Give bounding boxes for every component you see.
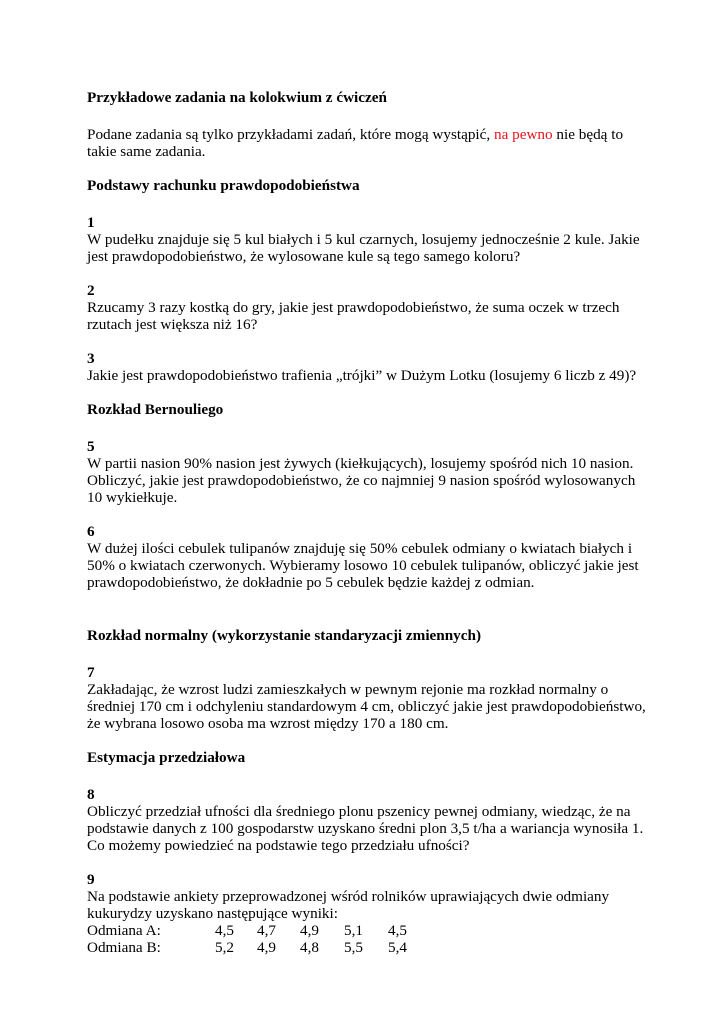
intro-text-after: nie będą to takie same zadania. [87, 126, 624, 160]
row-label: Odmiana B: [87, 939, 161, 956]
section-heading-probability: Podstawy rachunku prawdopodobieństwa [87, 177, 360, 194]
intro-text-before: Podane zadania są tylko przykładami zadań, które mogą wystąpić, [87, 126, 494, 143]
row-value: 4,9 [300, 922, 319, 939]
task-text: Rzucamy 3 razy kostką do gry, jakie jest prawdopodobieństwo, że suma oczek w trzech rzutach jest większa niż 16? [87, 299, 620, 333]
row-label: Odmiana A: [87, 922, 161, 939]
task-number: 2 [87, 282, 95, 299]
data-row-variety-a [87, 922, 647, 939]
section-heading-normal: Rozkład normalny (wykorzystanie standaryzacji zmiennych) [87, 627, 482, 644]
row-value: 4,5 [215, 922, 234, 939]
task-9 [87, 871, 647, 956]
task-number: 9 [87, 871, 95, 888]
task-5 [87, 438, 647, 506]
document-page [87, 89, 647, 956]
section-heading-estimation: Estymacja przedziałowa [87, 749, 246, 766]
row-value: 4,8 [300, 939, 319, 956]
data-row-variety-b [87, 939, 647, 956]
intro-highlight: na pewno [493, 126, 553, 143]
task-6 [87, 523, 647, 591]
row-value: 5,4 [388, 939, 407, 956]
task-1 [87, 214, 647, 265]
task-text: W dużej ilości cebulek tulipanów znajduję się 50% cebulek odmiany o kwiatach białych i 50% o kwiatach czerwonych. Wybieramy losowo 10 cebulek tulipanów, obliczyć jakie jest prawdopodobieństwo, że dokładnie po 5 cebulek będzie każdej z odmian. [87, 540, 639, 591]
task-text: W pudełku znajduje się 5 kul białych i 5 kul czarnych, losujemy jednocześnie 2 kule. Jakie jest prawdopodobieństwo, że wylosowane kule są tego samego koloru? [87, 231, 640, 265]
document-title: Przykładowe zadania na kolokwium z ćwiczeń [87, 89, 387, 106]
task-text: Zakładając, że wzrost ludzi zamieszkałych w pewnym rejonie ma rozkład normalny o średniej 170 cm i odchyleniu standardowym 4 cm, obliczyć jakie jest prawdopodobieństwo, że wybrana losowo osoba ma wzrost między 170 a 180 cm. [87, 681, 646, 732]
task-text: Jakie jest prawdopodobieństwo trafienia „trójki” w Dużym Lotku (losujemy 6 liczb z 49)? [87, 367, 637, 384]
task-2 [87, 282, 647, 333]
row-value: 5,1 [344, 922, 363, 939]
task-number: 3 [87, 350, 95, 367]
intro-paragraph [87, 126, 647, 160]
row-value: 5,5 [344, 939, 363, 956]
task-3 [87, 350, 647, 384]
row-value: 4,9 [257, 939, 276, 956]
section-heading-bernoulli: Rozkład Bernouliego [87, 401, 224, 418]
task-text: Obliczyć przedział ufności dla średniego plonu pszenicy pewnej odmiany, wiedząc, że na podstawie danych z 100 gospodarstw uzyskano średni plon 3,5 t/ha a wariancja wynosiła 1. Co możemy powiedzieć na podstawie tego przedziału ufności? [87, 803, 644, 854]
task-number: 1 [87, 214, 95, 231]
task-text: W partii nasion 90% nasion jest żywych (kiełkujących), losujemy spośród nich 10 nasion. Obliczyć, jakie jest prawdopodobieństwo, że co najmniej 9 nasion spośród wylosowanych 10 wykiełkuje. [87, 455, 636, 506]
row-value: 5,2 [215, 939, 234, 956]
task-number: 6 [87, 523, 95, 540]
task-8 [87, 786, 647, 854]
row-value: 4,5 [388, 922, 407, 939]
task-number: 8 [87, 786, 95, 803]
task-number: 5 [87, 438, 95, 455]
task-number: 7 [87, 664, 95, 681]
task-text: Na podstawie ankiety przeprowadzonej wśród rolników uprawiających dwie odmiany kukurydzy uzyskano następujące wyniki: [87, 888, 610, 922]
row-value: 4,7 [257, 922, 276, 939]
task-7 [87, 664, 647, 732]
